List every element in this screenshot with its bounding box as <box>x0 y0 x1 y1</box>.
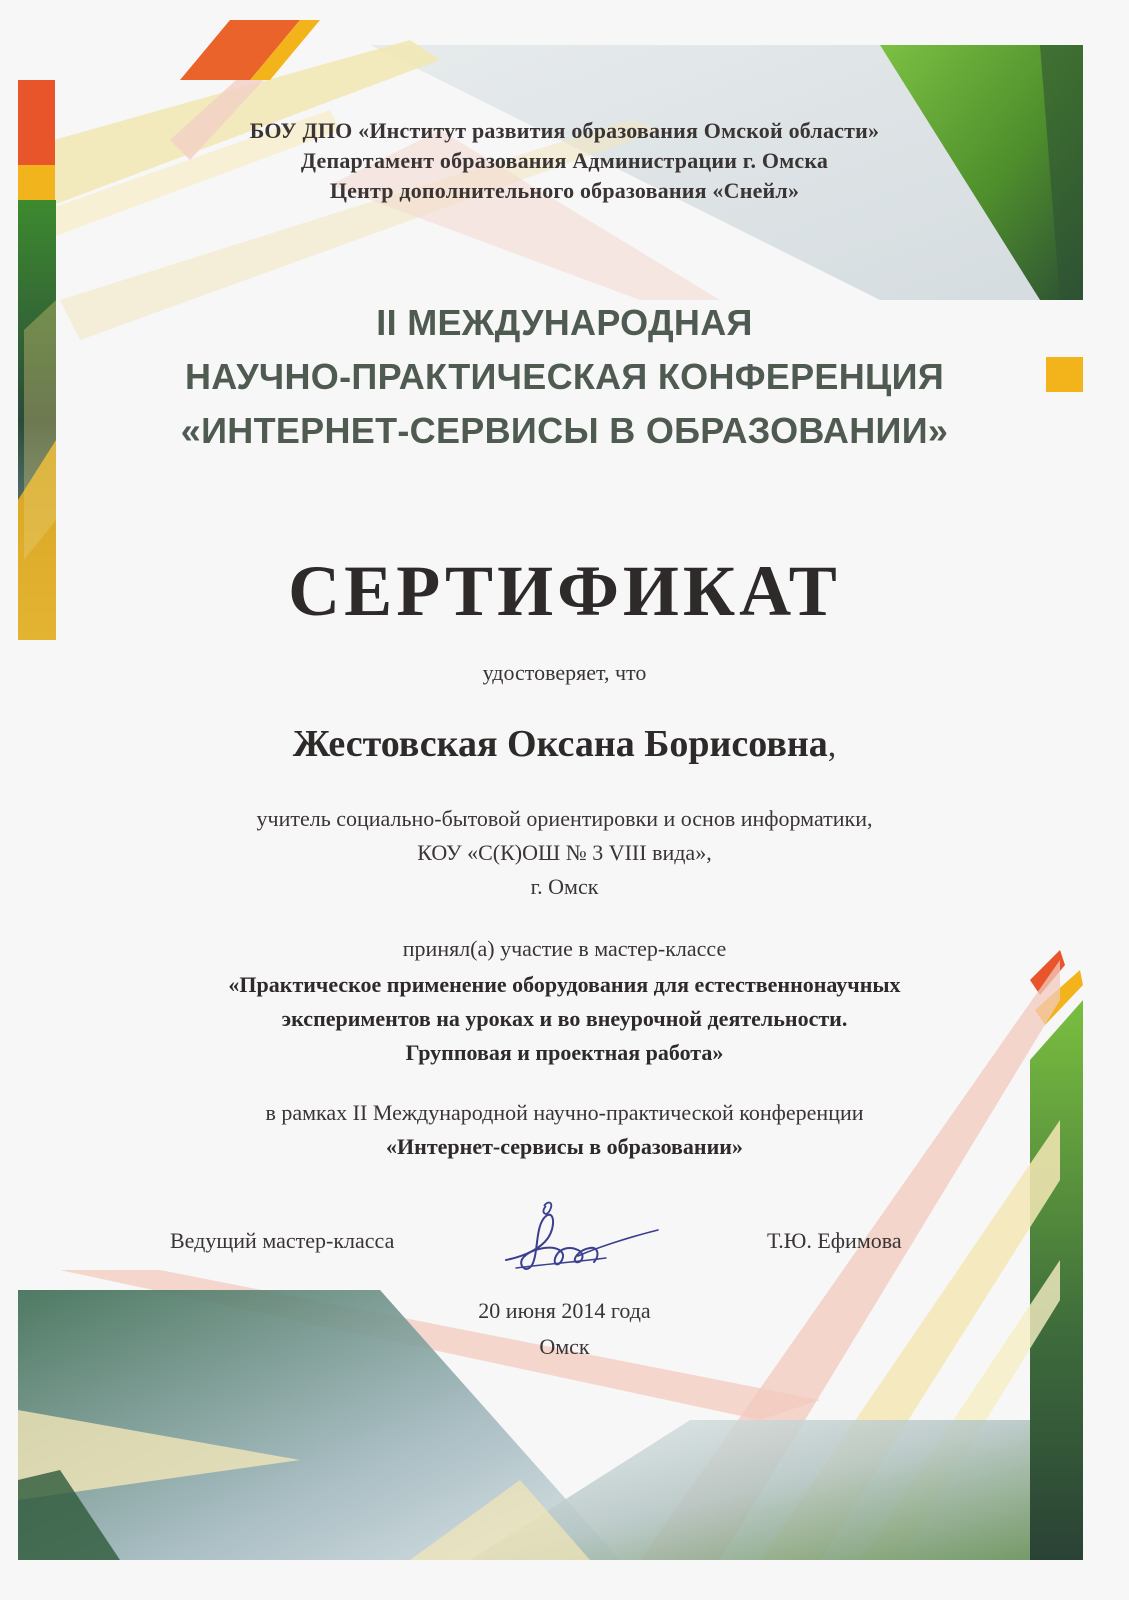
certificate-heading: СЕРТИФИКАТ <box>288 551 841 631</box>
masterclass-title-line-2: экспериментов на уроках и во внеурочной деятельности. <box>281 1006 848 1031</box>
organizer-line-2: Департамент образования Администрации г. Омска <box>300 148 829 173</box>
recipient-school: КОУ «С(К)ОШ № 3 VIII вида», <box>417 840 712 865</box>
conference-title-line-3: «ИНТЕРНЕТ-СЕРВИСЫ В ОБРАЗОВАНИИ» <box>180 410 949 451</box>
issue-date: 20 июня 2014 года <box>478 1298 651 1323</box>
context-conference: «Интернет-сервисы в образовании» <box>386 1134 743 1159</box>
signature-role: Ведущий мастер-класса <box>170 1228 395 1253</box>
conference-title-line-2: НАУЧНО-ПРАКТИЧЕСКАЯ КОНФЕРЕНЦИЯ <box>185 356 944 397</box>
masterclass-title-line-1: «Практическое применение оборудования для естественнонаучных <box>228 972 901 997</box>
organizer-line-1: БОУ ДПО «Институт развития образования Омской области» <box>249 118 880 143</box>
recipient-position: учитель социально-бытовой ориентировки и основ информатики, <box>256 806 873 831</box>
issue-city: Омск <box>539 1334 590 1359</box>
signature-image <box>486 1198 666 1288</box>
participation-text: принял(а) участие в мастер-классе <box>402 936 727 961</box>
masterclass-title-line-3: Групповая и проектная работа» <box>405 1040 724 1065</box>
conference-title-line-1: II МЕЖДУНАРОДНАЯ <box>376 302 753 343</box>
organizer-line-3: Центр дополнительного образования «Снейл» <box>329 178 800 203</box>
recipient-line <box>0 722 1129 766</box>
recipient-name: Жестовская Оксана Борисовна <box>292 723 828 765</box>
signer-name: Т.Ю. Ефимова <box>767 1228 902 1253</box>
context-text: в рамках II Международной научно-практической конференции <box>265 1100 864 1125</box>
certifies-text: удостоверяет, что <box>482 660 647 685</box>
recipient-comma: , <box>827 727 837 764</box>
recipient-city: г. Омск <box>530 874 599 899</box>
